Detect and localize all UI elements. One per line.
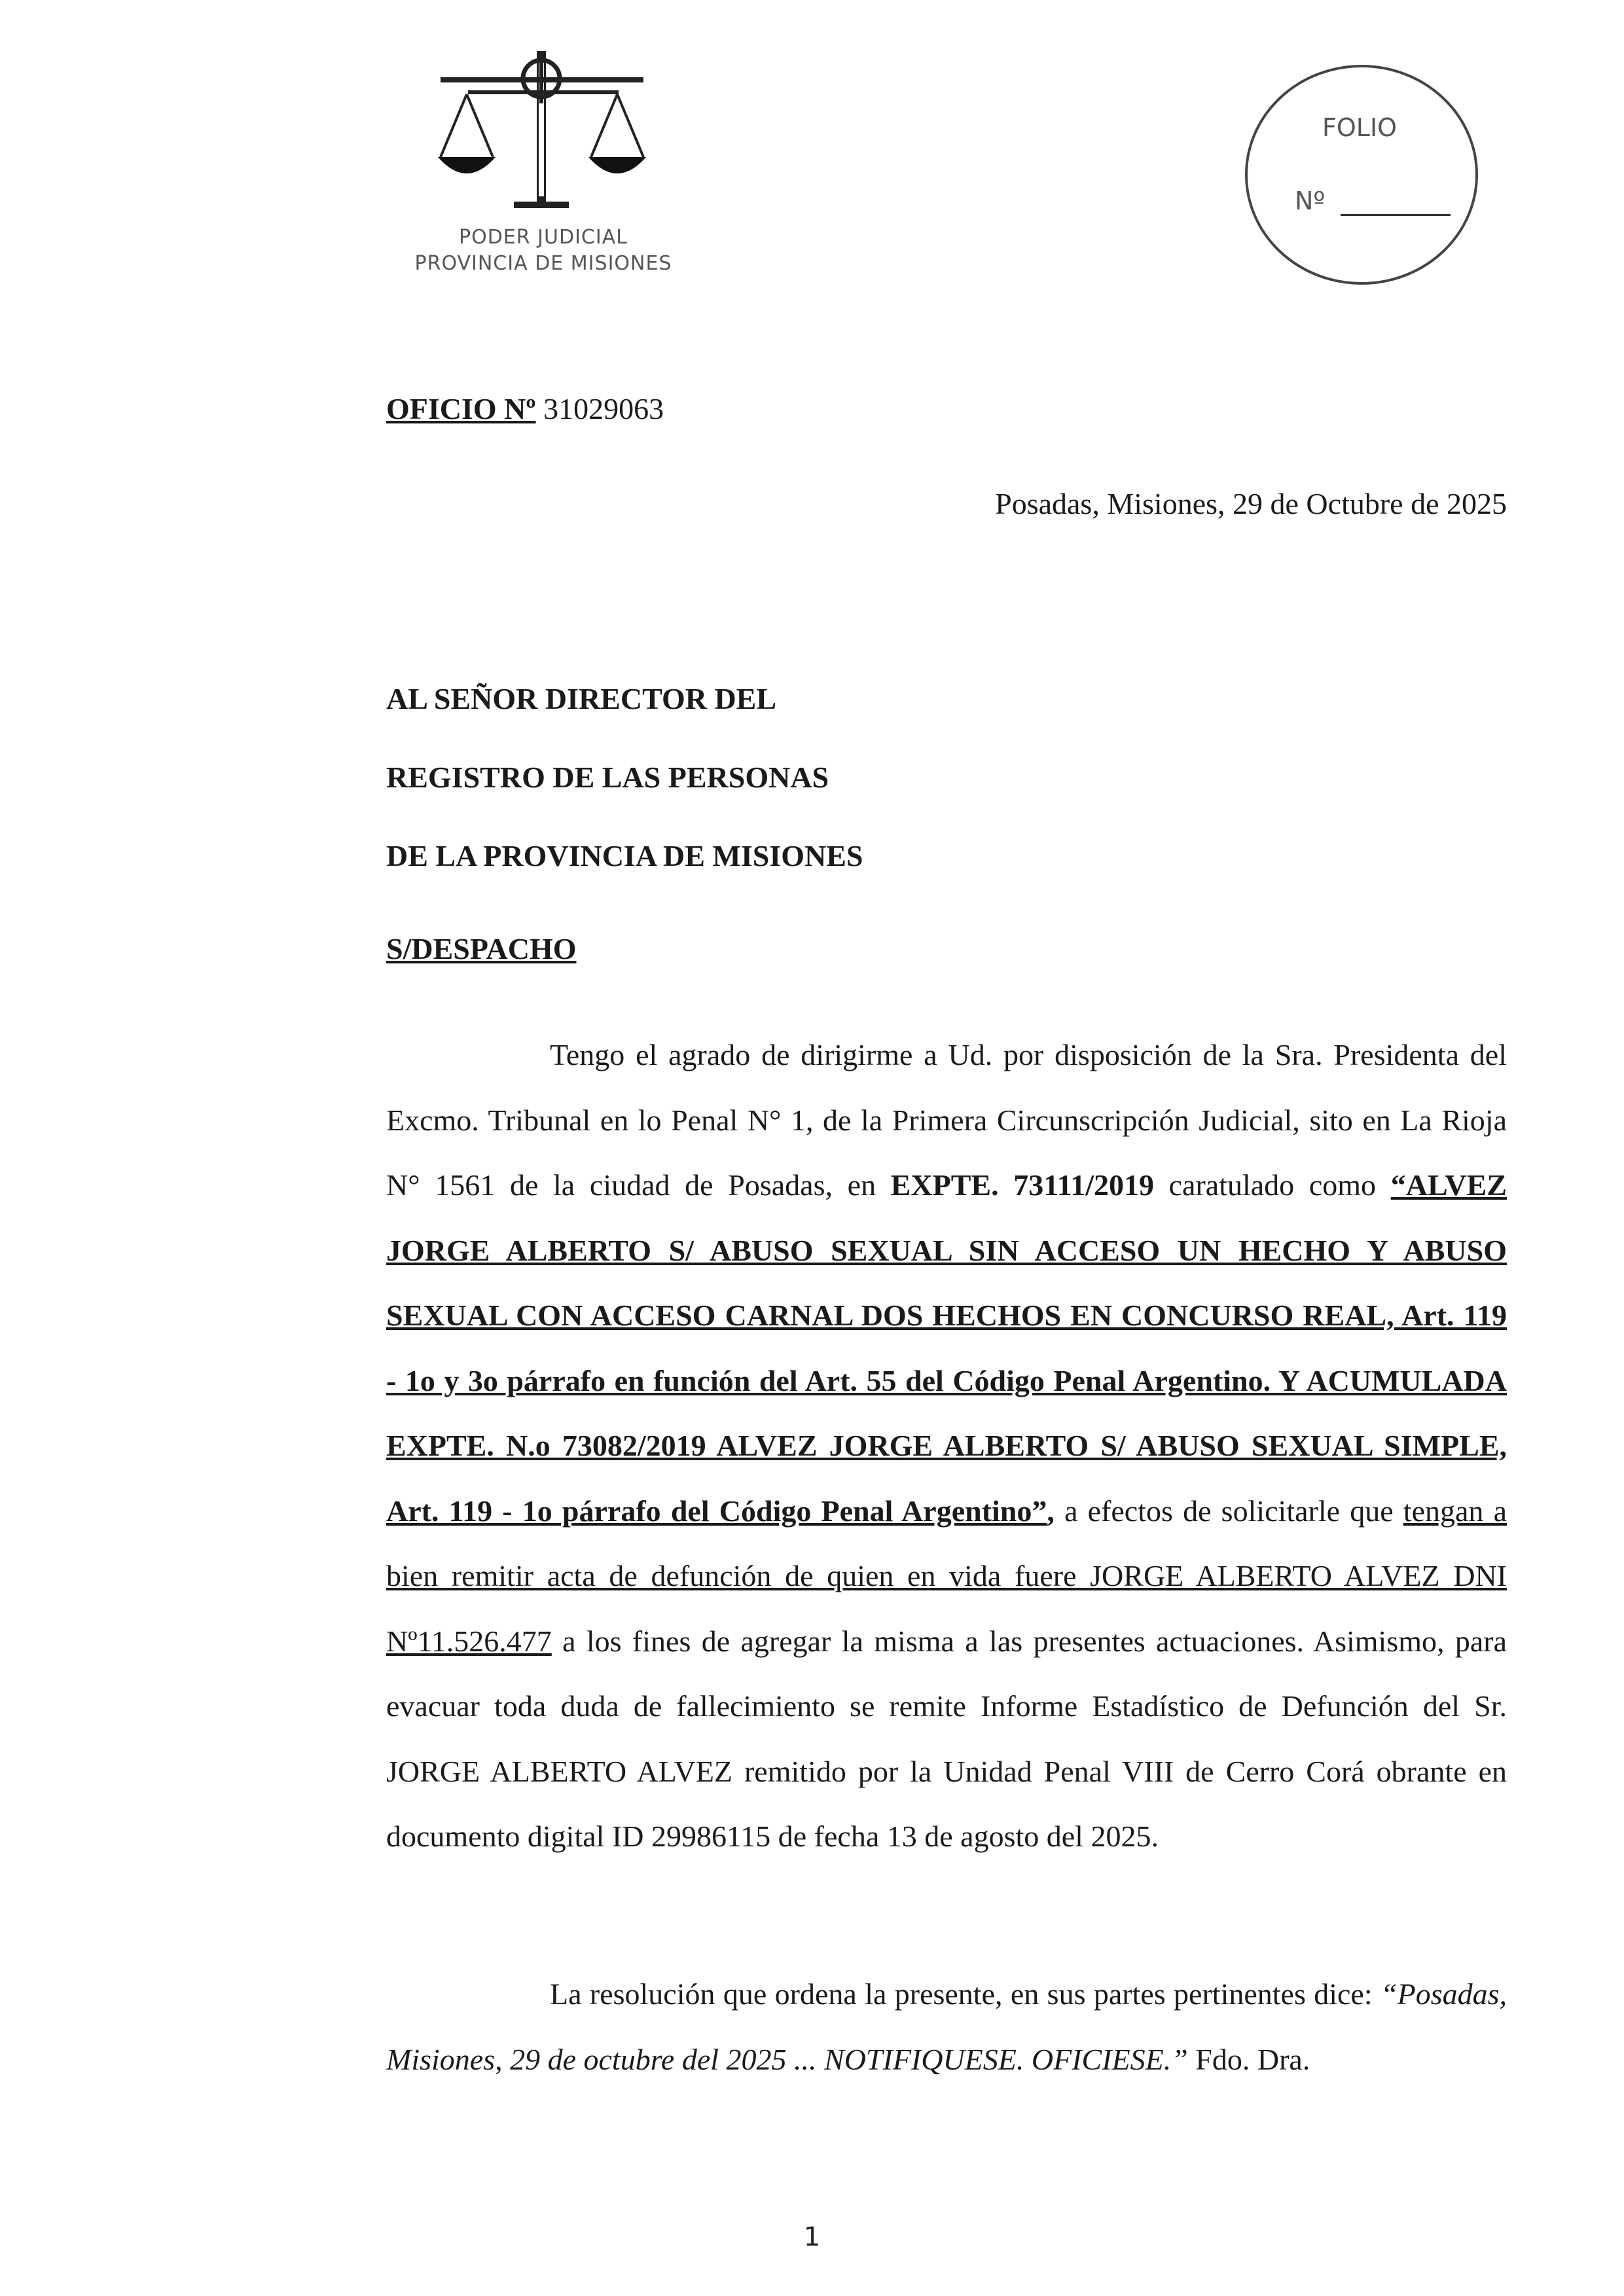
oficio-label: OFICIO Nº bbox=[386, 392, 536, 425]
date-line: Posadas, Misiones, 29 de Octubre de 2025 bbox=[995, 487, 1507, 520]
p1-closing: a los fines de agregar la misma a las presentes actuaciones. Asimismo, para evacuar toda duda de fallecimiento se remite Informe Estadístico de Defunción del Sr. JORGE ALBERTO ALVEZ remitido por la Unidad Penal VIII de Cerro Corá obrante en documento digital ID 29986115 de fecha 13 de agosto del 2025. bbox=[386, 1624, 1507, 1853]
scales-of-justice-icon bbox=[435, 39, 651, 216]
addressee-despacho: S/DESPACHO bbox=[386, 932, 577, 965]
folio-circle-icon bbox=[1244, 62, 1483, 288]
p2-intro: La resolución que ordena la presente, en sus partes pertinentes dice: bbox=[550, 1977, 1381, 2011]
p1-purpose: a efectos de solicitarle que bbox=[1054, 1494, 1403, 1528]
logo-text-provincia: PROVINCIA DE MISIONES bbox=[414, 252, 672, 275]
p1-caratulado: caratulado como bbox=[1153, 1168, 1391, 1202]
p2-signature: Fdo. Dra. bbox=[1187, 2042, 1310, 2076]
body-paragraph-1 bbox=[386, 1022, 1507, 1869]
addressee-line-1: AL SEÑOR DIRECTOR DEL bbox=[386, 682, 777, 715]
p1-intro: Tengo el agrado de dirigirme a Ud. por disposición de la Sra. Presidenta del Excmo. Tribunal en lo Penal N° 1, de la Primera Circunscripción Judicial, sito en La Rioja N° 1561 de la ciudad de Posadas, en bbox=[386, 1038, 1507, 1202]
page-number: 1 bbox=[803, 2222, 821, 2252]
poder-judicial-logo bbox=[406, 39, 681, 288]
folio-label: FOLIO bbox=[1322, 113, 1398, 142]
folio-stamp bbox=[1244, 62, 1483, 288]
request-text: tengan a bien remitir acta de defunción de quien en vida fuere JORGE ALBERTO ALVEZ DNI Nº11.526.477 bbox=[386, 1494, 1507, 1658]
oficio-number: 31029063 bbox=[543, 392, 664, 425]
expediente-number: EXPTE. 73111/2019 bbox=[890, 1168, 1154, 1202]
logo-text-poder-judicial: PODER JUDICIAL bbox=[459, 226, 628, 249]
p1-comma: , bbox=[1047, 1494, 1055, 1528]
oficio-heading bbox=[386, 393, 1507, 425]
addressee-line-2: REGISTRO DE LAS PERSONAS bbox=[386, 761, 829, 794]
resolution-quote: “Posadas, Misiones, 29 de octubre del 2025 ... NOTIFIQUESE. OFICIESE.” bbox=[386, 1977, 1507, 2076]
addressee-line-3: DE LA PROVINCIA DE MISIONES bbox=[386, 839, 863, 872]
folio-number-label: Nº bbox=[1295, 187, 1326, 215]
body-paragraph-2 bbox=[386, 1962, 1507, 2092]
folio-number-blank bbox=[1341, 214, 1451, 216]
case-caption: “ALVEZ JORGE ALBERTO S/ ABUSO SEXUAL SIN ACCESO UN HECHO Y ABUSO SEXUAL CON ACCESO CARNAL DOS HECHOS EN CONCURSO REAL, Art. 119 - 1o y 3o párrafo en función del Art. 55 del Código Penal Argentino. Y ACUMULADA EXPTE. N.o 73082/2019 ALVEZ JORGE ALBERTO S/ ABUSO SEXUAL SIMPLE, Art. 119 - 1o párrafo del Código Penal Argentino” bbox=[386, 1168, 1507, 1528]
